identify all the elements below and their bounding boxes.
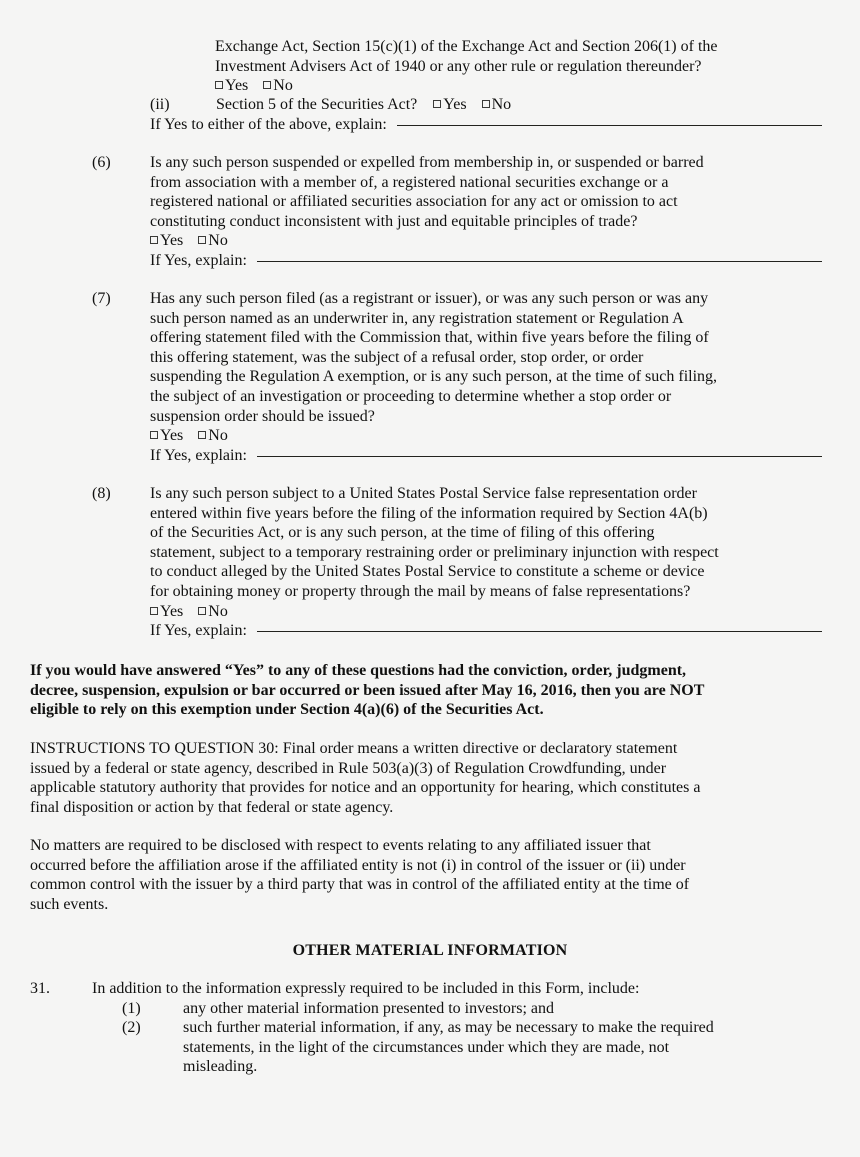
instructions-line-4: final disposition or action by that federal or state agency. [30,798,394,816]
item-7-line-1: Has any such person filed (as a registrant or issuer), or was any such person or was any [150,290,709,307]
instructions-line-3: applicable statutory authority that provides for notice and an opportunity for hearing, which constitutes a [30,779,701,797]
item-31-subitem-2-body [183,1018,830,1077]
item-8-checkbox-row [150,602,840,622]
checkbox-icon[interactable] [150,431,158,439]
item-31-lead-text: In addition to the information expressly required to be included in this Form, include: [92,980,640,997]
continued-question-checkbox-row [0,76,860,96]
item-8-line-2: entered within five years before the filing of the information required by Section 4A(b) [150,504,708,522]
item-31-subitem-1-body [183,999,830,1019]
item-6-block [0,153,860,271]
item-31-row [0,979,860,999]
warning-paragraph [0,661,860,720]
item-7-explain-input-rule[interactable] [257,456,822,457]
checkbox-icon[interactable] [198,607,206,615]
item-31-subitem-1-line-1: any other material information presented to investors; and [183,999,554,1017]
checkbox-icon[interactable] [150,236,158,244]
instructions-line-1: INSTRUCTIONS TO QUESTION 30: Final order means a written directive or declaratory statement [30,740,678,757]
item-8-explain-input-rule[interactable] [257,631,822,632]
instructions-line-2: issued by a federal or state agency, described in Rule 503(a)(3) of Regulation Crowdfunding, under [30,759,667,777]
continued-question-no-option[interactable] [263,77,293,94]
no-label: No [273,77,293,95]
checkbox-icon[interactable] [150,607,158,615]
item-7-line-3: offering statement filed with the Commission that, within five years before the filing of [150,329,709,347]
item-7-marker: (7) [92,290,111,307]
affiliation-line-1: No matters are required to be disclosed with respect to events relating to any affiliated issuer that [30,837,651,854]
instructions-paragraph [0,739,860,817]
item-7-body [150,289,838,465]
explain-either-row [0,115,860,135]
item-6-explain-input-rule[interactable] [257,261,822,262]
explain-either-input-rule[interactable] [397,125,822,126]
checkbox-icon[interactable] [433,100,441,108]
subitem-ii-text: Section 5 of the Securities Act? [216,96,418,113]
item-7-checkbox-row [150,426,838,446]
item-8-row [0,484,860,641]
yes-label: Yes [225,77,249,95]
checkbox-icon[interactable] [198,431,206,439]
item-7-line-7: suspension order should be issued? [150,407,375,425]
item-31-subitem-2-line-3: misleading. [183,1058,258,1076]
item-8-line-6: for obtaining money or property through the mail by means of false representations? [150,582,691,600]
warning-paragraph-text [0,661,860,720]
checkbox-icon[interactable] [263,81,271,89]
item-6-row [0,153,860,271]
item-7-explain-label: If Yes, explain: [150,446,247,464]
item-7-explain-row [150,446,838,466]
explain-either-label: If Yes to either of the above, explain: [150,115,387,133]
item-6-line-1: Is any such person suspended or expelled from membership in, or suspended or barred [150,154,704,171]
yes-label: Yes [443,96,467,113]
item-6-no-option[interactable] [198,232,228,249]
item-8-marker: (8) [92,485,111,502]
item-7-line-6: the subject of an investigation or proceeding to determine whether a stop order or [150,387,672,405]
no-label: No [208,427,228,445]
item-31-body [92,979,860,999]
item-6-yes-option[interactable] [150,232,183,249]
continued-question-line-1: Exchange Act, Section 15(c)(1) of the Exchange Act and Section 206(1) of the [215,38,718,55]
item-8-line-1: Is any such person subject to a United States Postal Service false representation order [150,485,697,502]
item-7-line-2: such person named as an underwriter in, any registration statement or Regulation A [150,309,684,327]
item-31-block [0,979,860,1077]
item-31-marker: 31. [30,980,50,997]
instructions-paragraph-text [0,739,860,817]
item-6-line-2: from association with a member of, a registered national securities exchange or a [150,173,669,191]
continued-question-block [0,37,860,96]
item-8-explain-label: If Yes, explain: [150,622,247,640]
yes-label: Yes [160,602,184,620]
item-8-yes-option[interactable] [150,603,183,620]
no-label: No [491,96,512,113]
subitem-ii-no-option[interactable] [482,96,512,113]
item-7-line-4: this offering statement, was the subject of a refusal order, stop order, or order [150,348,644,366]
item-6-marker: (6) [92,154,111,171]
item-8-explain-row [150,621,840,641]
item-31-subitem-2-row [0,1018,860,1077]
warning-line-1: If you would have answered “Yes” to any of these questions had the conviction, order, judgment, [30,662,687,679]
item-6-checkbox-row [150,231,830,251]
no-label: No [208,232,228,250]
item-8-body [150,484,840,641]
warning-line-2: decree, suspension, expulsion or bar occurred or been issued after May 16, 2016, then you are NOT [30,681,705,699]
item-6-explain-row [150,251,830,271]
subitem-ii-row [0,95,860,115]
checkbox-icon[interactable] [198,236,206,244]
affiliation-line-2: occurred before the affiliation arose if the affiliated entity is not (i) in control of the issuer or (ii) under [30,856,686,874]
affiliation-paragraph-text [0,836,860,914]
continued-question-text [0,37,860,76]
item-8-no-option[interactable] [198,603,228,620]
item-6-explain-label: If Yes, explain: [150,251,247,269]
page-title: OTHER MATERIAL INFORMATION [292,942,568,959]
no-label: No [208,602,228,620]
item-31-subitem-1-marker: (1) [122,999,141,1017]
item-6-line-4: constituting conduct inconsistent with just and equitable principles of trade? [150,212,638,230]
item-7-line-5: suspending the Regulation A exemption, or is any such person, at the time of such filing, [150,368,718,386]
item-8-block [0,484,860,641]
affiliation-line-3: common control with the issuer by a third party that was in control of the affiliated entity at the time of [30,876,690,894]
subitem-ii-block [0,95,860,134]
continued-question-yes-option[interactable] [215,77,248,94]
yes-label: Yes [160,232,184,250]
item-7-yes-option[interactable] [150,427,183,444]
subitem-ii-yes-option[interactable] [433,96,466,113]
subitem-ii-body [216,95,860,115]
item-31-subitem-1-row [0,999,860,1019]
affiliation-line-4: such events. [30,895,109,913]
yes-label: Yes [160,427,184,445]
item-8-line-4: statement, subject to a temporary restraining order or preliminary injunction with respect [150,543,719,561]
item-8-line-3: of the Securities Act, or is any such person, at the time of filing of this offering [150,524,655,542]
warning-line-3: eligible to rely on this exemption under Section 4(a)(6) of the Securities Act. [30,701,544,719]
item-7-block [0,289,860,465]
item-8-line-5: to conduct alleged by the United States Postal Service to constitute a scheme or device [150,563,705,581]
section-heading-block [0,941,860,961]
item-31-subitem-2-marker: (2) [122,1019,141,1037]
checkbox-icon[interactable] [215,81,223,89]
item-31-subitem-2-line-1: such further material information, if any, as may be necessary to make the required [183,1019,714,1037]
continued-question-line-2: Investment Advisers Act of 1940 or any other rule or regulation thereunder? [215,57,702,75]
item-31-subitem-2-line-2: statements, in the light of the circumstances under which they are made, not [183,1038,670,1056]
item-7-row [0,289,860,465]
affiliation-paragraph [0,836,860,914]
subitem-ii-marker: (ii) [150,96,170,113]
item-7-no-option[interactable] [198,427,228,444]
item-6-line-3: registered national or affiliated securities association for any act or omission to act [150,193,678,211]
item-6-body [150,153,830,271]
checkbox-icon[interactable] [482,100,490,108]
